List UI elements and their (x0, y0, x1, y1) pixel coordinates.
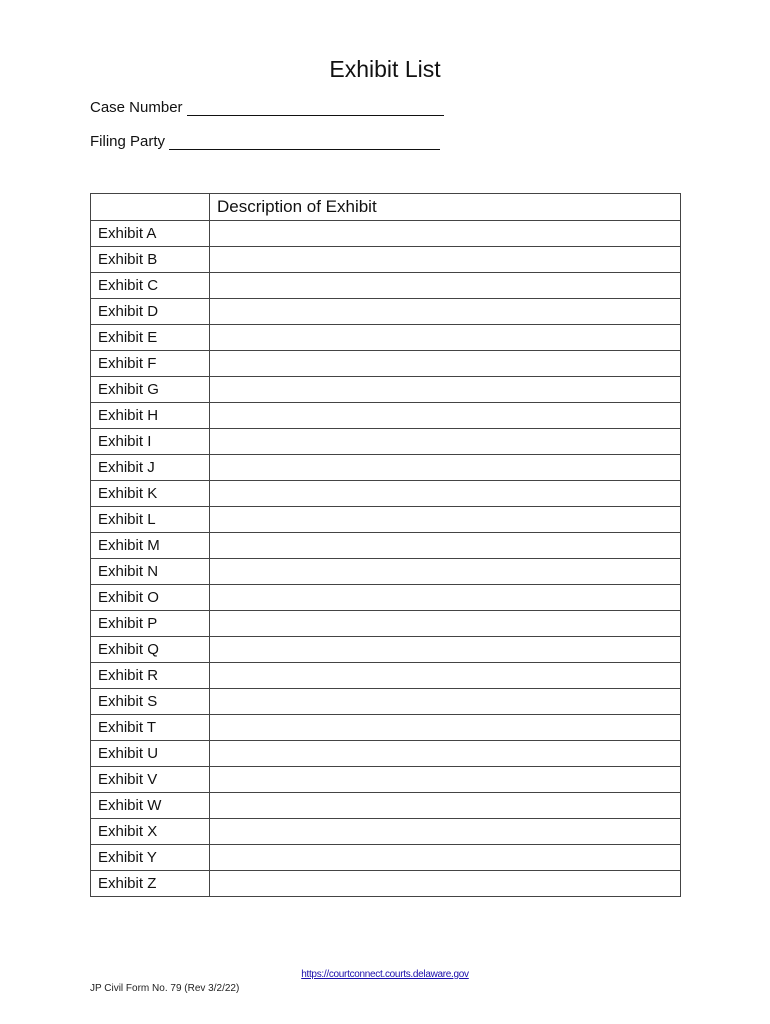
table-header-description: Description of Exhibit (210, 194, 681, 221)
table-row (91, 403, 681, 429)
exhibit-label: Exhibit K (91, 481, 210, 507)
exhibit-label: Exhibit W (91, 793, 210, 819)
exhibit-description-cell[interactable] (210, 611, 681, 637)
exhibit-description-cell[interactable] (210, 715, 681, 741)
exhibit-label: Exhibit Q (91, 637, 210, 663)
table-row (91, 325, 681, 351)
table-header-label (91, 194, 210, 221)
table-row (91, 793, 681, 819)
table-row (91, 741, 681, 767)
exhibit-description-cell[interactable] (210, 481, 681, 507)
table-row (91, 819, 681, 845)
exhibit-label: Exhibit H (91, 403, 210, 429)
exhibit-label: Exhibit A (91, 221, 210, 247)
table-row (91, 481, 681, 507)
table-row (91, 845, 681, 871)
exhibit-description-cell[interactable] (210, 299, 681, 325)
exhibit-description-cell[interactable] (210, 871, 681, 897)
exhibit-label: Exhibit U (91, 741, 210, 767)
exhibit-description-cell[interactable] (210, 845, 681, 871)
exhibit-label: Exhibit N (91, 559, 210, 585)
table-row (91, 871, 681, 897)
exhibit-label: Exhibit I (91, 429, 210, 455)
exhibit-description-cell[interactable] (210, 377, 681, 403)
exhibit-label: Exhibit Z (91, 871, 210, 897)
exhibit-description-cell[interactable] (210, 689, 681, 715)
exhibit-label: Exhibit P (91, 611, 210, 637)
exhibit-label: Exhibit G (91, 377, 210, 403)
filing-party-blank[interactable] (169, 129, 440, 150)
exhibit-description-cell[interactable] (210, 429, 681, 455)
exhibit-description-cell[interactable] (210, 221, 681, 247)
exhibit-label: Exhibit E (91, 325, 210, 351)
exhibit-description-cell[interactable] (210, 819, 681, 845)
exhibit-label: Exhibit V (91, 767, 210, 793)
exhibit-description-cell[interactable] (210, 325, 681, 351)
table-row (91, 559, 681, 585)
exhibit-label: Exhibit R (91, 663, 210, 689)
table-row (91, 637, 681, 663)
exhibit-description-cell[interactable] (210, 403, 681, 429)
case-number-field (90, 98, 444, 119)
exhibit-label: Exhibit M (91, 533, 210, 559)
exhibit-rows (91, 221, 681, 897)
table-row (91, 663, 681, 689)
exhibit-description-cell[interactable] (210, 767, 681, 793)
court-url-link[interactable]: https://courtconnect.courts.delaware.gov (301, 969, 469, 980)
exhibit-table (90, 193, 681, 897)
filing-party-label: Filing Party (90, 133, 166, 150)
exhibit-label: Exhibit C (91, 273, 210, 299)
exhibit-label: Exhibit T (91, 715, 210, 741)
exhibit-description-cell[interactable] (210, 559, 681, 585)
exhibit-label: Exhibit F (91, 351, 210, 377)
table-row (91, 507, 681, 533)
table-row (91, 689, 681, 715)
table-header-row (91, 194, 681, 221)
exhibit-description-cell[interactable] (210, 793, 681, 819)
table-row (91, 247, 681, 273)
table-row (91, 611, 681, 637)
table-row (91, 299, 681, 325)
form-number: JP Civil Form No. 79 (Rev 3/2/22) (90, 983, 240, 994)
exhibit-label: Exhibit J (91, 455, 210, 481)
page-title: Exhibit List (329, 56, 441, 82)
exhibit-description-cell[interactable] (210, 741, 681, 767)
exhibit-description-cell[interactable] (210, 533, 681, 559)
table-row (91, 533, 681, 559)
exhibit-label: Exhibit X (91, 819, 210, 845)
exhibit-label: Exhibit O (91, 585, 210, 611)
table-row (91, 351, 681, 377)
table-row (91, 767, 681, 793)
table-row (91, 585, 681, 611)
table-row (91, 221, 681, 247)
case-number-label: Case Number (90, 99, 183, 116)
exhibit-description-cell[interactable] (210, 247, 681, 273)
exhibit-description-cell[interactable] (210, 637, 681, 663)
exhibit-label: Exhibit L (91, 507, 210, 533)
table-row (91, 377, 681, 403)
table-row (91, 455, 681, 481)
exhibit-description-cell[interactable] (210, 273, 681, 299)
table-row (91, 273, 681, 299)
exhibit-label: Exhibit S (91, 689, 210, 715)
exhibit-description-cell[interactable] (210, 663, 681, 689)
exhibit-description-cell[interactable] (210, 455, 681, 481)
table-row (91, 429, 681, 455)
exhibit-description-cell[interactable] (210, 507, 681, 533)
exhibit-label: Exhibit Y (91, 845, 210, 871)
filing-party-field (90, 132, 440, 153)
table-row (91, 715, 681, 741)
exhibit-label: Exhibit B (91, 247, 210, 273)
exhibit-description-cell[interactable] (210, 585, 681, 611)
case-number-blank[interactable] (187, 95, 444, 116)
exhibit-label: Exhibit D (91, 299, 210, 325)
exhibit-description-cell[interactable] (210, 351, 681, 377)
